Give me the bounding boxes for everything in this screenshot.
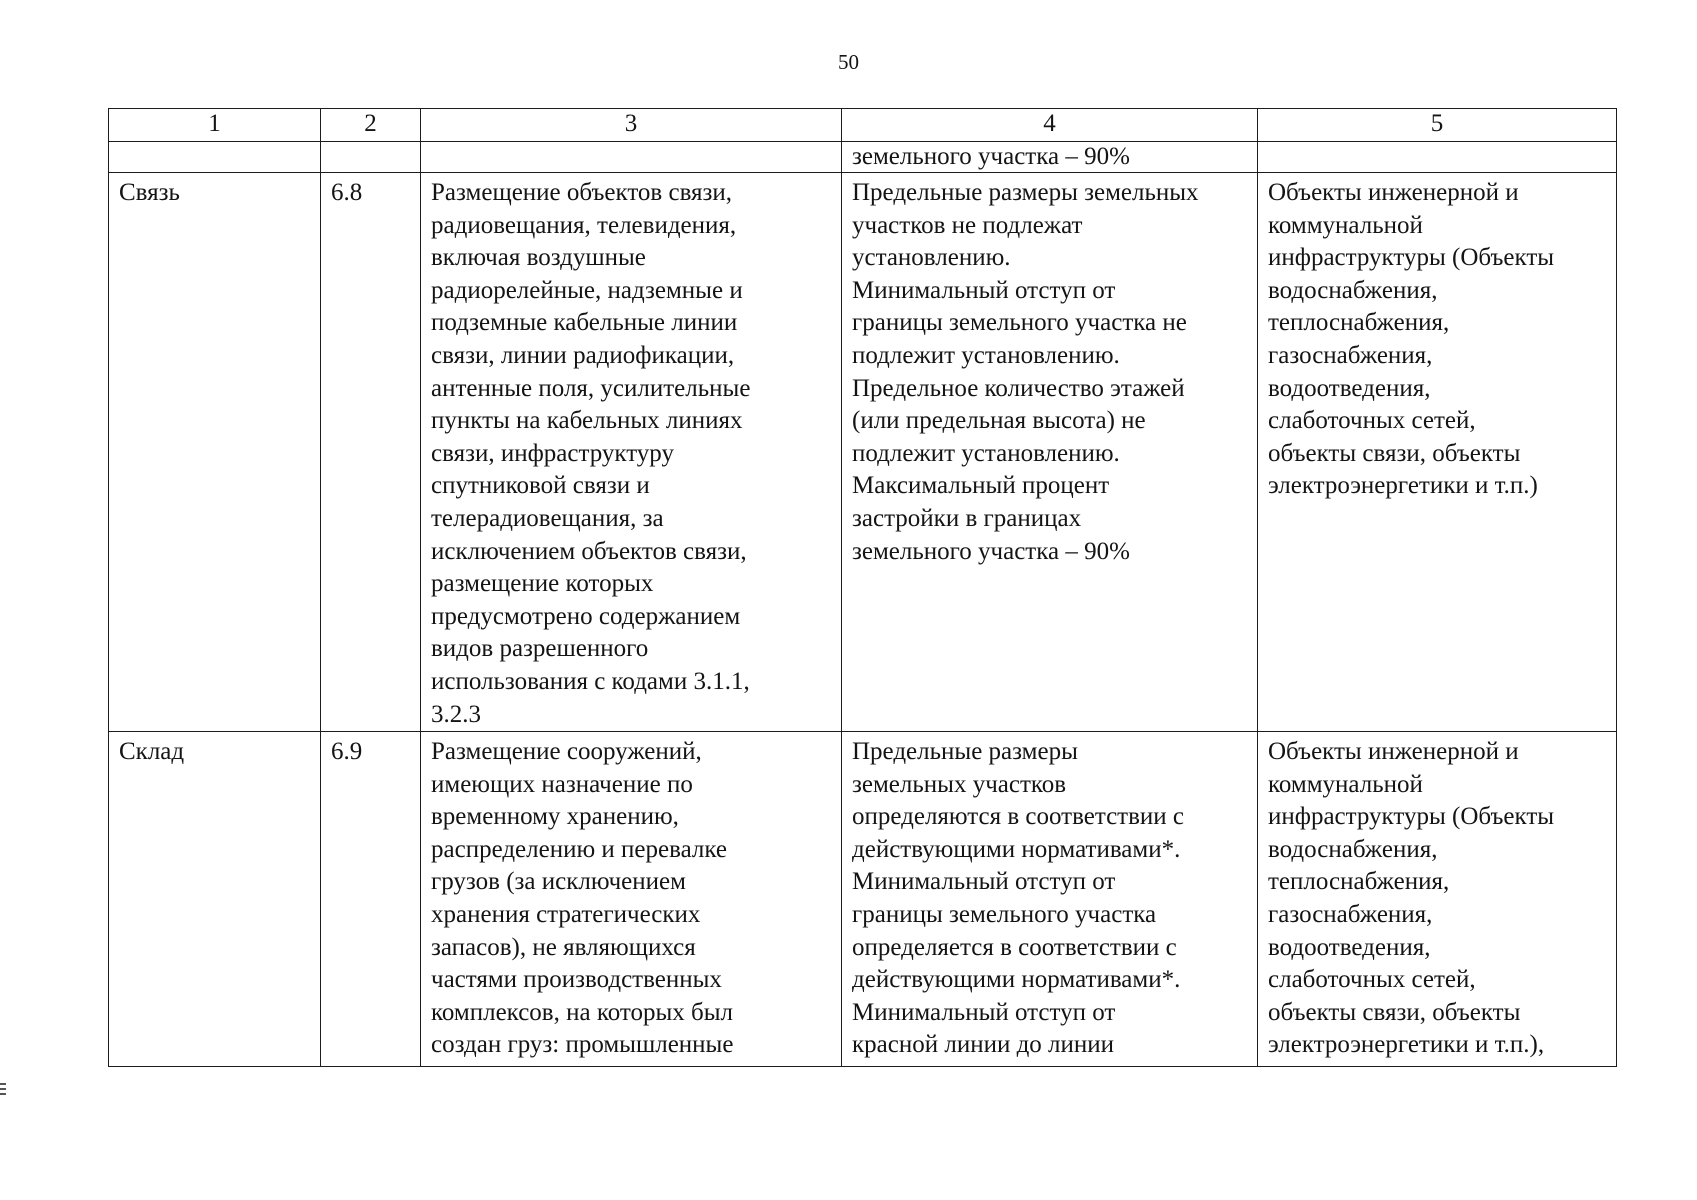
- column-header-2: 2: [321, 109, 421, 142]
- column-header-3: 3: [421, 109, 842, 142]
- table-row-svyaz: [109, 173, 1617, 732]
- table-row-sklad: [109, 732, 1617, 1067]
- use-parameters-cell: Предельные размеры земельных участков определяются в соответствии с действующими нормативами*. Минимальный отступ от границы земельного участка определяется в соответствии с действующими нормативами*. Минимальный отступ от красной линии до линии: [842, 732, 1258, 1067]
- use-parameters-cell: Предельные размеры земельных участков не подлежат установлению. Минимальный отступ от границы земельного участка не подлежит установлению. Предельное количество этажей (или предельная высота) не подлежит установлению. Максимальный процент застройки в границах земельного участка – 90%: [842, 173, 1258, 732]
- use-name-cell: Склад: [109, 732, 321, 1067]
- use-description-cell: Размещение сооружений, имеющих назначение по временному хранению, распределению и перевалке грузов (за исключением хранения стратегических запасов), не являющихся частями производственных комплексов, на которых был создан груз: промышленные: [421, 732, 842, 1067]
- use-code-cell: 6.9: [321, 732, 421, 1067]
- continuation-cell-1: [109, 142, 321, 173]
- continuation-cell-4: земельного участка – 90%: [842, 142, 1258, 173]
- table-header-row: [109, 109, 1617, 142]
- continuation-cell-2: [321, 142, 421, 173]
- use-code-cell: 6.8: [321, 173, 421, 732]
- use-name-cell: Связь: [109, 173, 321, 732]
- column-header-5: 5: [1258, 109, 1617, 142]
- continuation-cell-5: [1258, 142, 1617, 173]
- column-header-4: 4: [842, 109, 1258, 142]
- use-description-cell: Размещение объектов связи, радиовещания, телевидения, включая воздушные радиорелейные, надземные и подземные кабельные линии связи, линии радиофикации, антенные поля, усилительные пункты на кабельных линиях связи, инфраструктуру спутниковой связи и телерадиовещания, за исключением объектов связи, размещение которых предусмотрено содержанием видов разрешенного использования с кодами 3.1.1, 3.2.3: [421, 173, 842, 732]
- page-number: 50: [838, 50, 859, 74]
- land-use-table: [108, 108, 1617, 1067]
- binding-mark: [0, 1083, 6, 1101]
- column-header-1: 1: [109, 109, 321, 142]
- table-row-continuation: [109, 142, 1617, 173]
- auxiliary-uses-cell: Объекты инженерной и коммунальной инфраструктуры (Объекты водоснабжения, теплоснабжения, газоснабжения, водоотведения, слаботочных сетей, объекты связи, объекты электроэнергетики и т.п.): [1258, 173, 1617, 732]
- auxiliary-uses-cell: Объекты инженерной и коммунальной инфраструктуры (Объекты водоснабжения, теплоснабжения, газоснабжения, водоотведения, слаботочных сетей, объекты связи, объекты электроэнергетики и т.п.),: [1258, 732, 1617, 1067]
- continuation-cell-3: [421, 142, 842, 173]
